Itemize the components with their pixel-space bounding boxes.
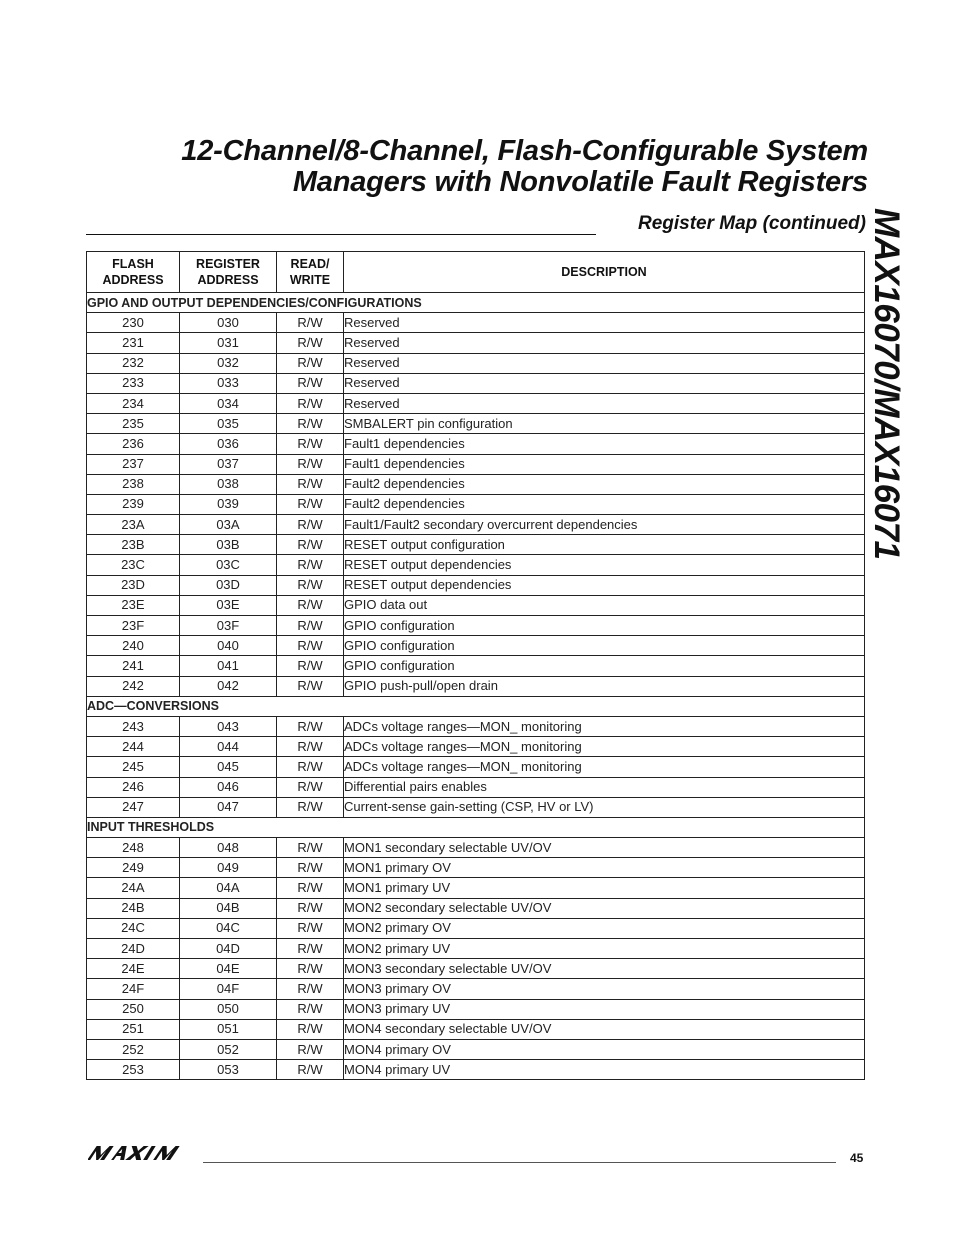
register-address-cell: 050 bbox=[180, 999, 277, 1019]
register-address-cell: 03B bbox=[180, 535, 277, 555]
table-row bbox=[87, 313, 865, 333]
register-address-cell: 035 bbox=[180, 414, 277, 434]
read-write-cell: R/W bbox=[277, 1039, 344, 1059]
table-row bbox=[87, 1039, 865, 1059]
section-title: ADC—CONVERSIONS bbox=[87, 696, 865, 716]
table-row bbox=[87, 797, 865, 817]
table-row bbox=[87, 393, 865, 413]
register-address-cell: 04C bbox=[180, 918, 277, 938]
table-row bbox=[87, 333, 865, 353]
description-cell: RESET output dependencies bbox=[344, 555, 865, 575]
register-address-cell: 030 bbox=[180, 313, 277, 333]
register-address-cell: 043 bbox=[180, 716, 277, 736]
flash-address-cell: 253 bbox=[87, 1060, 180, 1080]
read-write-cell: R/W bbox=[277, 535, 344, 555]
flash-address-cell: 240 bbox=[87, 636, 180, 656]
table-row bbox=[87, 474, 865, 494]
table-body bbox=[87, 293, 865, 1080]
flash-address-cell: 241 bbox=[87, 656, 180, 676]
table-row bbox=[87, 373, 865, 393]
register-address-cell: 052 bbox=[180, 1039, 277, 1059]
document-title bbox=[60, 136, 868, 198]
read-write-cell: R/W bbox=[277, 515, 344, 535]
register-address-cell: 03E bbox=[180, 595, 277, 615]
table-row bbox=[87, 918, 865, 938]
read-write-cell: R/W bbox=[277, 373, 344, 393]
description-cell: MON1 primary OV bbox=[344, 858, 865, 878]
flash-address-cell: 230 bbox=[87, 313, 180, 333]
description-cell: MON3 primary OV bbox=[344, 979, 865, 999]
register-address-cell: 04A bbox=[180, 878, 277, 898]
description-cell: ADCs voltage ranges—MON_ monitoring bbox=[344, 737, 865, 757]
header-flash-address: FLASH ADDRESS bbox=[87, 252, 180, 293]
table-row bbox=[87, 737, 865, 757]
read-write-cell: R/W bbox=[277, 716, 344, 736]
flash-address-cell: 249 bbox=[87, 858, 180, 878]
read-write-cell: R/W bbox=[277, 999, 344, 1019]
read-write-cell: R/W bbox=[277, 797, 344, 817]
register-address-cell: 036 bbox=[180, 434, 277, 454]
read-write-cell: R/W bbox=[277, 858, 344, 878]
flash-address-cell: 24D bbox=[87, 939, 180, 959]
read-write-cell: R/W bbox=[277, 838, 344, 858]
flash-address-cell: 23F bbox=[87, 616, 180, 636]
description-cell: Fault1/Fault2 secondary overcurrent dependencies bbox=[344, 515, 865, 535]
description-cell: Fault2 dependencies bbox=[344, 494, 865, 514]
table-row bbox=[87, 555, 865, 575]
description-cell: MON2 secondary selectable UV/OV bbox=[344, 898, 865, 918]
description-cell: MON2 primary OV bbox=[344, 918, 865, 938]
header-register-address: REGISTER ADDRESS bbox=[180, 252, 277, 293]
register-address-cell: 040 bbox=[180, 636, 277, 656]
flash-address-cell: 232 bbox=[87, 353, 180, 373]
flash-address-cell: 236 bbox=[87, 434, 180, 454]
table-row bbox=[87, 414, 865, 434]
read-write-cell: R/W bbox=[277, 454, 344, 474]
page-number: 45 bbox=[850, 1151, 864, 1165]
flash-address-cell: 242 bbox=[87, 676, 180, 696]
read-write-cell: R/W bbox=[277, 959, 344, 979]
table-row bbox=[87, 616, 865, 636]
read-write-cell: R/W bbox=[277, 878, 344, 898]
flash-address-cell: 239 bbox=[87, 494, 180, 514]
maxim-logo bbox=[88, 1145, 200, 1166]
read-write-cell: R/W bbox=[277, 353, 344, 373]
table-row bbox=[87, 515, 865, 535]
register-address-cell: 04B bbox=[180, 898, 277, 918]
register-address-cell: 031 bbox=[180, 333, 277, 353]
description-cell: MON1 primary UV bbox=[344, 878, 865, 898]
description-cell: MON4 primary UV bbox=[344, 1060, 865, 1080]
table-row bbox=[87, 939, 865, 959]
table-row bbox=[87, 959, 865, 979]
flash-address-cell: 23B bbox=[87, 535, 180, 555]
flash-address-cell: 24C bbox=[87, 918, 180, 938]
description-cell: GPIO configuration bbox=[344, 656, 865, 676]
table-row bbox=[87, 676, 865, 696]
table-row bbox=[87, 898, 865, 918]
read-write-cell: R/W bbox=[277, 757, 344, 777]
register-address-cell: 041 bbox=[180, 656, 277, 676]
flash-address-cell: 237 bbox=[87, 454, 180, 474]
register-address-cell: 04F bbox=[180, 979, 277, 999]
register-address-cell: 046 bbox=[180, 777, 277, 797]
table-row bbox=[87, 1060, 865, 1080]
register-address-cell: 034 bbox=[180, 393, 277, 413]
section-header-row bbox=[87, 817, 865, 837]
description-cell: Fault2 dependencies bbox=[344, 474, 865, 494]
table-row bbox=[87, 777, 865, 797]
description-cell: MON3 primary UV bbox=[344, 999, 865, 1019]
read-write-cell: R/W bbox=[277, 313, 344, 333]
register-address-cell: 048 bbox=[180, 838, 277, 858]
flash-address-cell: 23C bbox=[87, 555, 180, 575]
read-write-cell: R/W bbox=[277, 474, 344, 494]
table-row bbox=[87, 716, 865, 736]
read-write-cell: R/W bbox=[277, 494, 344, 514]
read-write-cell: R/W bbox=[277, 1060, 344, 1080]
read-write-cell: R/W bbox=[277, 555, 344, 575]
description-cell: GPIO configuration bbox=[344, 636, 865, 656]
table-row bbox=[87, 858, 865, 878]
table-row bbox=[87, 1019, 865, 1039]
read-write-cell: R/W bbox=[277, 575, 344, 595]
table-row bbox=[87, 575, 865, 595]
description-cell: Fault1 dependencies bbox=[344, 454, 865, 474]
description-cell: RESET output configuration bbox=[344, 535, 865, 555]
section-title: GPIO AND OUTPUT DEPENDENCIES/CONFIGURATIONS bbox=[87, 293, 865, 313]
section-title: INPUT THRESHOLDS bbox=[87, 817, 865, 837]
description-cell: SMBALERT pin configuration bbox=[344, 414, 865, 434]
table-row bbox=[87, 494, 865, 514]
register-address-cell: 049 bbox=[180, 858, 277, 878]
read-write-cell: R/W bbox=[277, 595, 344, 615]
flash-address-cell: 245 bbox=[87, 757, 180, 777]
flash-address-cell: 24A bbox=[87, 878, 180, 898]
description-cell: MON4 primary OV bbox=[344, 1039, 865, 1059]
table-row bbox=[87, 999, 865, 1019]
register-address-cell: 03F bbox=[180, 616, 277, 636]
description-cell: Reserved bbox=[344, 373, 865, 393]
read-write-cell: R/W bbox=[277, 616, 344, 636]
register-address-cell: 053 bbox=[180, 1060, 277, 1080]
read-write-cell: R/W bbox=[277, 918, 344, 938]
read-write-cell: R/W bbox=[277, 414, 344, 434]
section-heading: Register Map (continued) bbox=[637, 213, 866, 234]
flash-address-cell: 246 bbox=[87, 777, 180, 797]
table-row bbox=[87, 353, 865, 373]
side-part-number: MAX16070/MAX16071 bbox=[867, 208, 906, 560]
flash-address-cell: 23E bbox=[87, 595, 180, 615]
description-cell: GPIO data out bbox=[344, 595, 865, 615]
table-row bbox=[87, 656, 865, 676]
read-write-cell: R/W bbox=[277, 737, 344, 757]
flash-address-cell: 250 bbox=[87, 999, 180, 1019]
description-cell: MON4 secondary selectable UV/OV bbox=[344, 1019, 865, 1039]
table-row bbox=[87, 636, 865, 656]
description-cell: GPIO push-pull/open drain bbox=[344, 676, 865, 696]
flash-address-cell: 252 bbox=[87, 1039, 180, 1059]
flash-address-cell: 251 bbox=[87, 1019, 180, 1039]
description-cell: GPIO configuration bbox=[344, 616, 865, 636]
table-row bbox=[87, 878, 865, 898]
register-address-cell: 04D bbox=[180, 939, 277, 959]
read-write-cell: R/W bbox=[277, 1019, 344, 1039]
register-address-cell: 038 bbox=[180, 474, 277, 494]
table-row bbox=[87, 434, 865, 454]
read-write-cell: R/W bbox=[277, 393, 344, 413]
read-write-cell: R/W bbox=[277, 939, 344, 959]
section-header-row bbox=[87, 696, 865, 716]
register-address-cell: 03D bbox=[180, 575, 277, 595]
description-cell: MON3 secondary selectable UV/OV bbox=[344, 959, 865, 979]
register-address-cell: 04E bbox=[180, 959, 277, 979]
read-write-cell: R/W bbox=[277, 777, 344, 797]
register-address-cell: 032 bbox=[180, 353, 277, 373]
register-address-cell: 047 bbox=[180, 797, 277, 817]
description-cell: ADCs voltage ranges—MON_ monitoring bbox=[344, 716, 865, 736]
description-cell: Reserved bbox=[344, 353, 865, 373]
table-row bbox=[87, 979, 865, 999]
register-address-cell: 039 bbox=[180, 494, 277, 514]
title-line-1: 12-Channel/8-Channel, Flash-Configurable System bbox=[181, 135, 868, 167]
table-header-row bbox=[87, 252, 865, 293]
flash-address-cell: 233 bbox=[87, 373, 180, 393]
description-cell: MON2 primary UV bbox=[344, 939, 865, 959]
flash-address-cell: 238 bbox=[87, 474, 180, 494]
register-address-cell: 03A bbox=[180, 515, 277, 535]
read-write-cell: R/W bbox=[277, 636, 344, 656]
register-address-cell: 045 bbox=[180, 757, 277, 777]
description-cell: ADCs voltage ranges—MON_ monitoring bbox=[344, 757, 865, 777]
read-write-cell: R/W bbox=[277, 898, 344, 918]
flash-address-cell: 244 bbox=[87, 737, 180, 757]
header-read-write: READ/ WRITE bbox=[277, 252, 344, 293]
description-cell: Reserved bbox=[344, 313, 865, 333]
table-row bbox=[87, 757, 865, 777]
description-cell: RESET output dependencies bbox=[344, 575, 865, 595]
register-address-cell: 042 bbox=[180, 676, 277, 696]
read-write-cell: R/W bbox=[277, 434, 344, 454]
section-heading-rule bbox=[86, 234, 596, 235]
flash-address-cell: 243 bbox=[87, 716, 180, 736]
flash-address-cell: 24F bbox=[87, 979, 180, 999]
table-row bbox=[87, 838, 865, 858]
description-cell: Reserved bbox=[344, 393, 865, 413]
register-address-cell: 051 bbox=[180, 1019, 277, 1039]
register-address-cell: 037 bbox=[180, 454, 277, 474]
read-write-cell: R/W bbox=[277, 676, 344, 696]
description-cell: Fault1 dependencies bbox=[344, 434, 865, 454]
read-write-cell: R/W bbox=[277, 656, 344, 676]
flash-address-cell: 235 bbox=[87, 414, 180, 434]
table-row bbox=[87, 454, 865, 474]
description-cell: Reserved bbox=[344, 333, 865, 353]
register-address-cell: 03C bbox=[180, 555, 277, 575]
flash-address-cell: 234 bbox=[87, 393, 180, 413]
flash-address-cell: 23A bbox=[87, 515, 180, 535]
flash-address-cell: 24B bbox=[87, 898, 180, 918]
register-address-cell: 033 bbox=[180, 373, 277, 393]
footer-rule bbox=[203, 1162, 836, 1163]
flash-address-cell: 24E bbox=[87, 959, 180, 979]
flash-address-cell: 23D bbox=[87, 575, 180, 595]
register-map-table bbox=[86, 251, 865, 1080]
flash-address-cell: 248 bbox=[87, 838, 180, 858]
description-cell: Differential pairs enables bbox=[344, 777, 865, 797]
flash-address-cell: 247 bbox=[87, 797, 180, 817]
table-row bbox=[87, 595, 865, 615]
title-line-2: Managers with Nonvolatile Fault Registers bbox=[292, 166, 868, 198]
description-cell: Current-sense gain-setting (CSP, HV or LV) bbox=[344, 797, 865, 817]
header-description: DESCRIPTION bbox=[344, 252, 865, 293]
register-address-cell: 044 bbox=[180, 737, 277, 757]
flash-address-cell: 231 bbox=[87, 333, 180, 353]
section-header-row bbox=[87, 293, 865, 313]
table-row bbox=[87, 535, 865, 555]
description-cell: MON1 secondary selectable UV/OV bbox=[344, 838, 865, 858]
read-write-cell: R/W bbox=[277, 979, 344, 999]
maxim-logo-icon bbox=[88, 1145, 200, 1161]
read-write-cell: R/W bbox=[277, 333, 344, 353]
